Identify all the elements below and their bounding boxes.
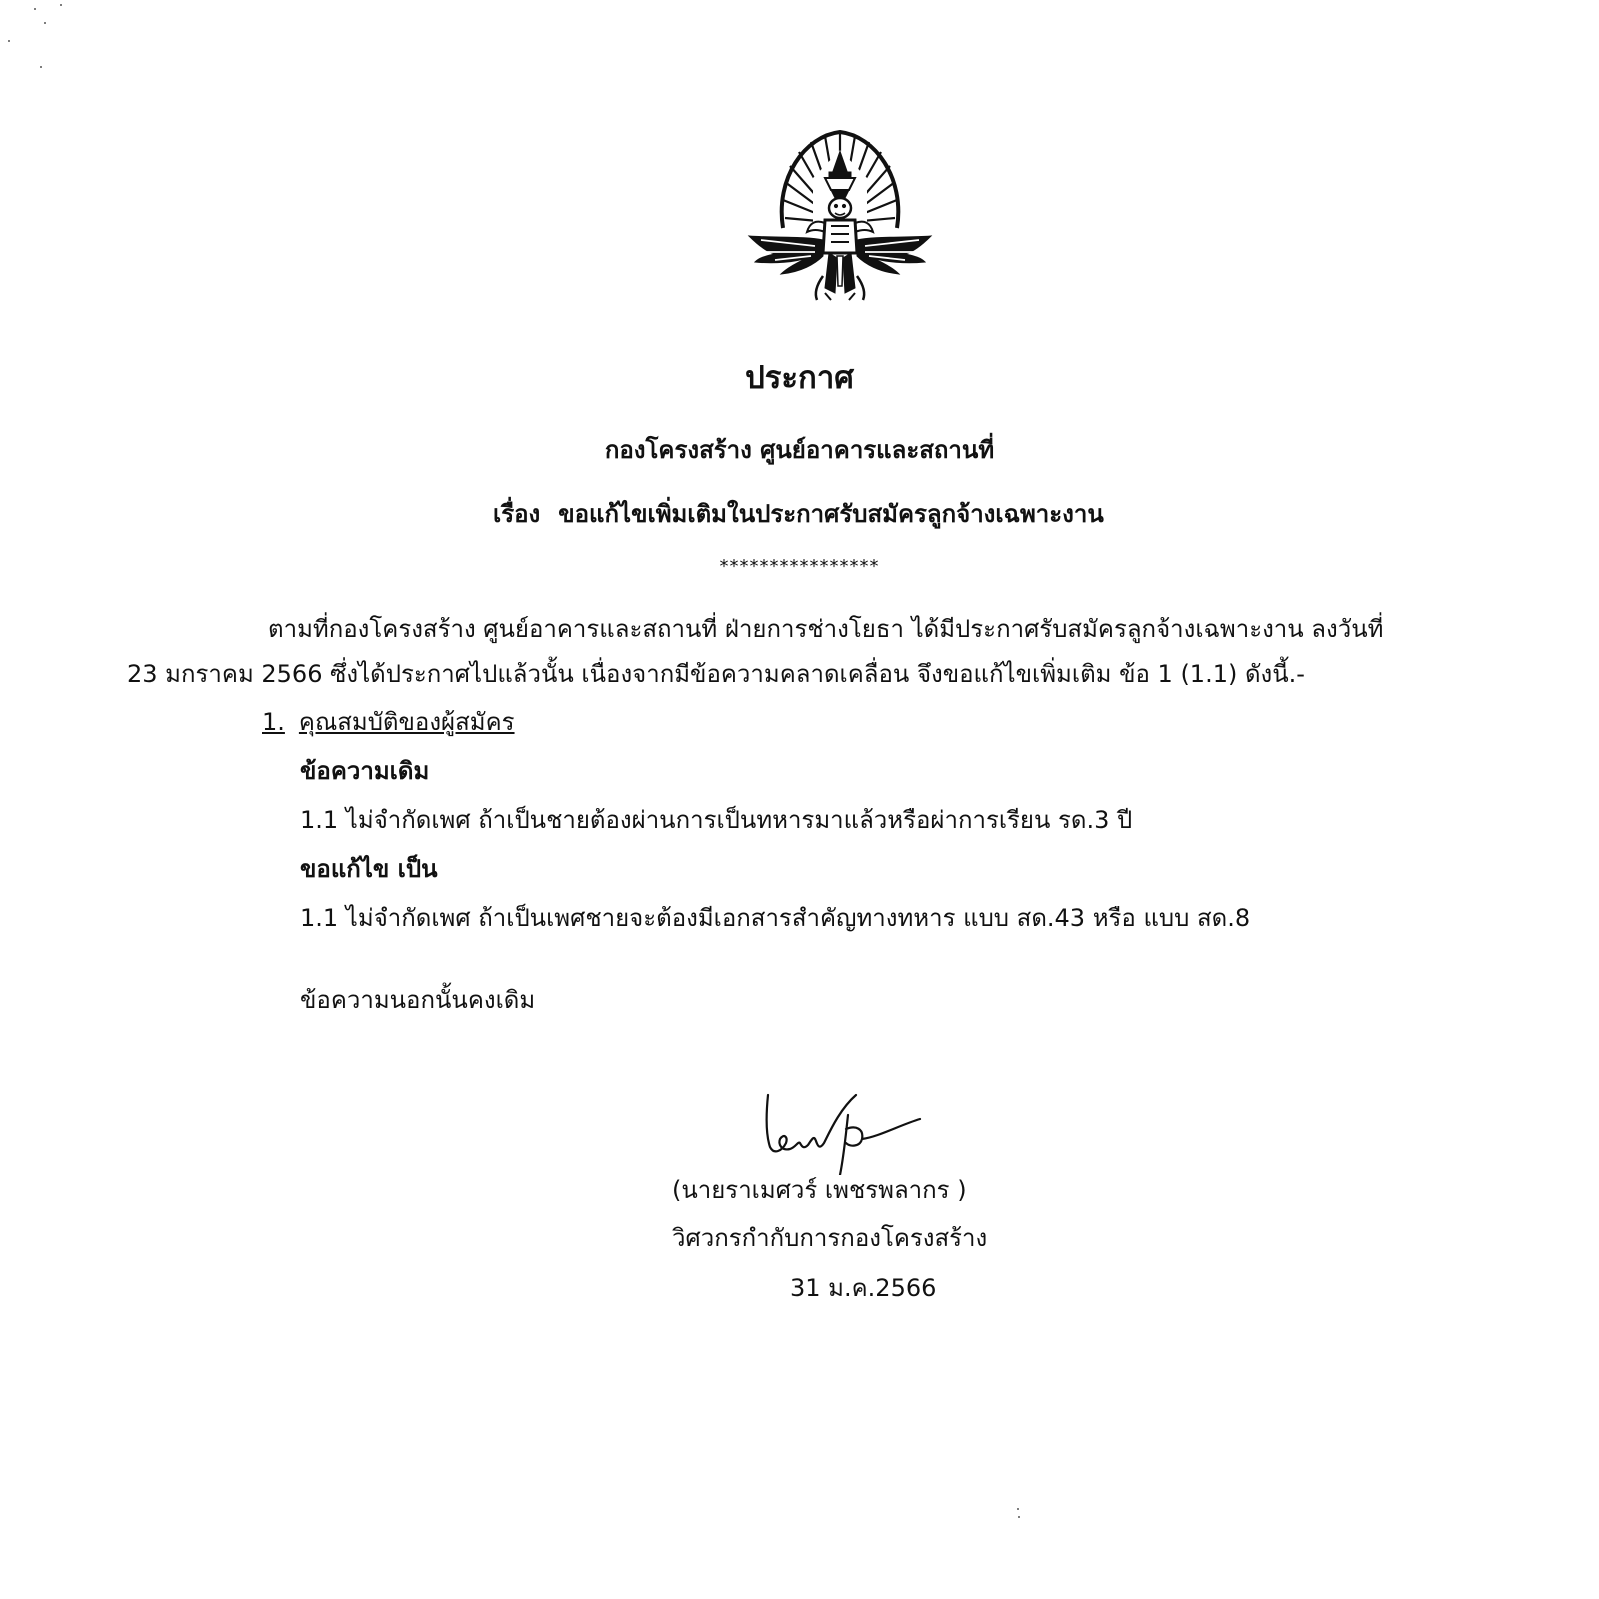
correction-text: 1.1 ไม่จำกัดเพศ ถ้าเป็นเพศชายจะต้องมีเอกสารสำคัญทางทหาร แบบ สด.43 หรือ แบบ สด.8 — [300, 904, 1251, 932]
signatory-name: (นายราเมศวร์ เพชรพลากร ) — [672, 1176, 967, 1204]
signature-date: 31 ม.ค.2566 — [790, 1274, 937, 1302]
remainder-note: ข้อความนอกนั้นคงเดิม — [300, 986, 536, 1014]
section-title: คุณสมบัติของผู้สมัคร — [298, 708, 515, 736]
section-heading — [262, 702, 515, 741]
signatory-position: วิศวกรกำกับการกองโครงสร้าง — [672, 1224, 988, 1252]
original-text: 1.1 ไม่จำกัดเพศ ถ้าเป็นชายต้องผ่านการเป็นทหารมาแล้วหรือผ่าการเรียน รด.3 ปี — [300, 806, 1133, 834]
subject-line — [493, 494, 1104, 533]
handwritten-signature-icon — [760, 1085, 940, 1175]
separator: **************** — [719, 556, 880, 577]
paragraph-line-1: ตามที่กองโครงสร้าง ศูนย์อาคารและสถานที่ ฝ่ายการช่างโยธา ได้มีประกาศรับสมัครลูกจ้างเฉพาะงาน ลงวันที่ — [268, 615, 1384, 643]
original-text-label: ข้อความเดิม — [300, 757, 430, 785]
organization-name: กองโครงสร้าง ศูนย์อาคารและสถานที่ — [604, 436, 995, 464]
announcement-title: ประกาศ — [745, 360, 854, 396]
subject-text: ขอแก้ไขเพิ่มเติมในประกาศรับสมัครลูกจ้างเฉพาะงาน — [558, 500, 1104, 528]
subject-label: เรื่อง — [493, 500, 541, 528]
section-number: 1. — [262, 708, 285, 736]
correction-label: ขอแก้ไข เป็น — [300, 855, 438, 883]
paragraph-line-2: 23 มกราคม 2566 ซึ่งได้ประกาศไปแล้วนั้น เนื่องจากมีข้อความคลาดเคลื่อน จึงขอแก้ไขเพิ่มเติม ข้อ 1 (1.1) ดังนี้.- — [127, 660, 1305, 688]
royal-crest-icon — [745, 128, 935, 303]
